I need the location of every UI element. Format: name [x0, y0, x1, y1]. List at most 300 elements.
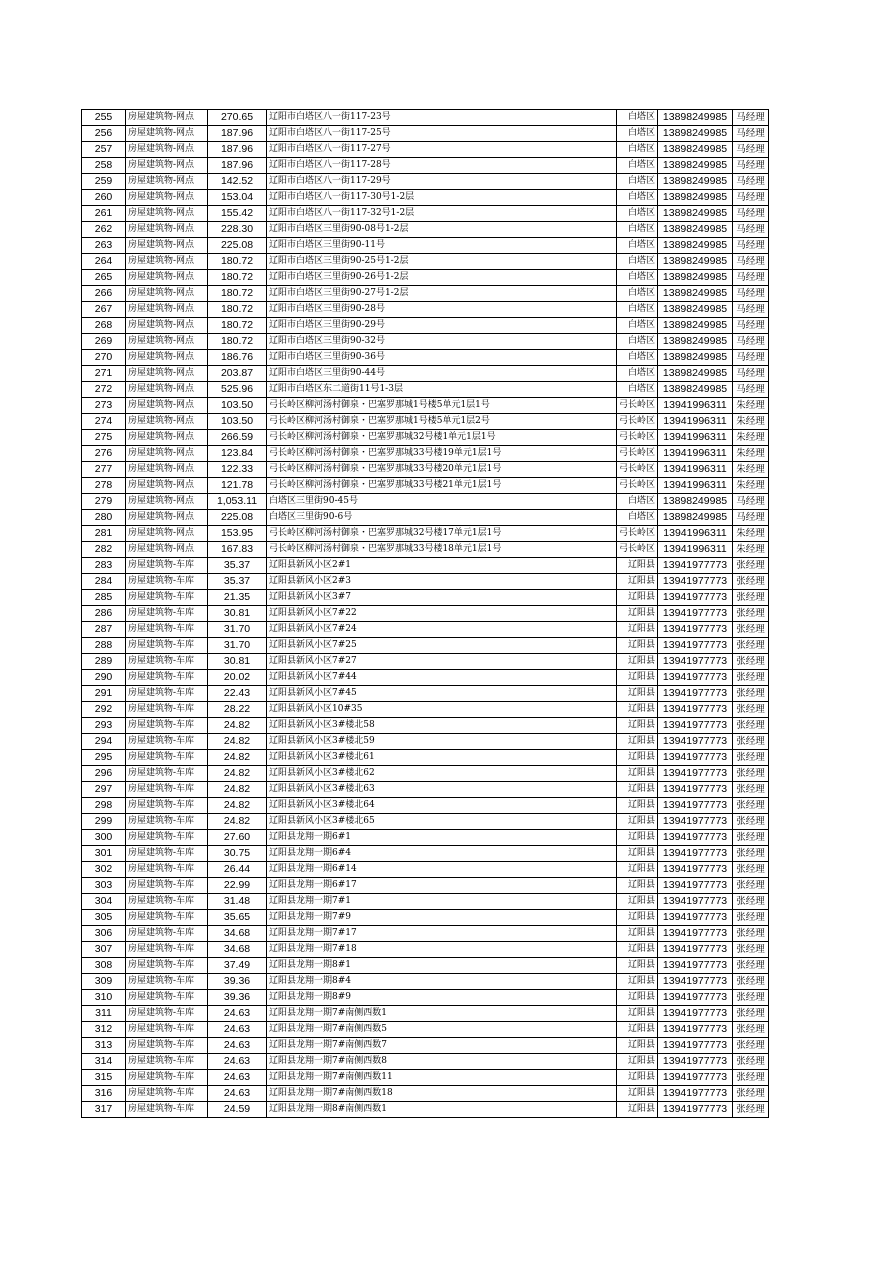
- address-cell: 白塔区三里街90-6号: [267, 510, 617, 526]
- district-cell: 辽阳县: [617, 670, 658, 686]
- address-cell: 辽阳县龙翔一期7#南侧西数1: [267, 1006, 617, 1022]
- district-cell: 弓长岭区: [617, 542, 658, 558]
- phone-number-cell: 13941977773: [658, 910, 733, 926]
- asset-type-cell: 房屋建筑物-网点: [126, 222, 208, 238]
- district-cell: 辽阳县: [617, 622, 658, 638]
- address-cell: 辽阳市白塔区八一街117-28号: [267, 158, 617, 174]
- asset-type-cell: 房屋建筑物-车库: [126, 910, 208, 926]
- area-value-cell: 122.33: [208, 462, 267, 478]
- phone-number-cell: 13941996311: [658, 526, 733, 542]
- address-cell: 辽阳县龙翔一期7#南侧西数18: [267, 1086, 617, 1102]
- asset-type-cell: 房屋建筑物-车库: [126, 990, 208, 1006]
- address-cell: 辽阳县新风小区3#楼北61: [267, 750, 617, 766]
- contact-name-cell: 马经理: [733, 318, 769, 334]
- asset-type-cell: 房屋建筑物-网点: [126, 190, 208, 206]
- contact-name-cell: 张经理: [733, 974, 769, 990]
- row-number-cell: 267: [82, 302, 126, 318]
- address-cell: 辽阳市白塔区三里街90-25号1-2层: [267, 254, 617, 270]
- table-row: [82, 990, 769, 1006]
- contact-name-cell: 朱经理: [733, 398, 769, 414]
- row-number-cell: 276: [82, 446, 126, 462]
- contact-name-cell: 马经理: [733, 142, 769, 158]
- phone-number-cell: 13941977773: [658, 622, 733, 638]
- area-value-cell: 103.50: [208, 398, 267, 414]
- row-number-cell: 266: [82, 286, 126, 302]
- area-value-cell: 225.08: [208, 510, 267, 526]
- area-value-cell: 187.96: [208, 158, 267, 174]
- table-row: [82, 318, 769, 334]
- asset-type-cell: 房屋建筑物-网点: [126, 398, 208, 414]
- table-row: [82, 798, 769, 814]
- district-cell: 辽阳县: [617, 686, 658, 702]
- row-number-cell: 282: [82, 542, 126, 558]
- row-number-cell: 287: [82, 622, 126, 638]
- phone-number-cell: 13898249985: [658, 318, 733, 334]
- contact-name-cell: 马经理: [733, 158, 769, 174]
- table-row: [82, 1086, 769, 1102]
- address-cell: 辽阳市白塔区三里街90-36号: [267, 350, 617, 366]
- phone-number-cell: 13941977773: [658, 990, 733, 1006]
- asset-type-cell: 房屋建筑物-车库: [126, 1022, 208, 1038]
- phone-number-cell: 13898249985: [658, 222, 733, 238]
- asset-type-cell: 房屋建筑物-车库: [126, 1038, 208, 1054]
- address-cell: 辽阳市白塔区三里街90-32号: [267, 334, 617, 350]
- row-number-cell: 290: [82, 670, 126, 686]
- contact-name-cell: 马经理: [733, 270, 769, 286]
- phone-number-cell: 13941977773: [658, 670, 733, 686]
- area-value-cell: 142.52: [208, 174, 267, 190]
- row-number-cell: 256: [82, 126, 126, 142]
- address-cell: 辽阳县新风小区3#楼北62: [267, 766, 617, 782]
- row-number-cell: 291: [82, 686, 126, 702]
- area-value-cell: 35.65: [208, 910, 267, 926]
- table-row: [82, 174, 769, 190]
- table-row: [82, 734, 769, 750]
- phone-number-cell: 13898249985: [658, 110, 733, 126]
- phone-number-cell: 13898249985: [658, 158, 733, 174]
- phone-number-cell: 13898249985: [658, 142, 733, 158]
- row-number-cell: 306: [82, 926, 126, 942]
- asset-type-cell: 房屋建筑物-车库: [126, 590, 208, 606]
- contact-name-cell: 马经理: [733, 126, 769, 142]
- address-cell: 弓长岭区柳河汤村御泉・巴塞罗那城33号楼21单元1层1号: [267, 478, 617, 494]
- phone-number-cell: 13941977773: [658, 750, 733, 766]
- asset-type-cell: 房屋建筑物-网点: [126, 510, 208, 526]
- row-number-cell: 307: [82, 942, 126, 958]
- asset-type-cell: 房屋建筑物-网点: [126, 366, 208, 382]
- asset-type-cell: 房屋建筑物-网点: [126, 174, 208, 190]
- district-cell: 辽阳县: [617, 814, 658, 830]
- area-value-cell: 26.44: [208, 862, 267, 878]
- asset-type-cell: 房屋建筑物-车库: [126, 638, 208, 654]
- phone-number-cell: 13898249985: [658, 190, 733, 206]
- row-number-cell: 316: [82, 1086, 126, 1102]
- area-value-cell: 180.72: [208, 286, 267, 302]
- contact-name-cell: 张经理: [733, 830, 769, 846]
- phone-number-cell: 13941996311: [658, 462, 733, 478]
- asset-type-cell: 房屋建筑物-车库: [126, 974, 208, 990]
- asset-type-cell: 房屋建筑物-车库: [126, 606, 208, 622]
- phone-number-cell: 13898249985: [658, 270, 733, 286]
- asset-type-cell: 房屋建筑物-车库: [126, 766, 208, 782]
- district-cell: 白塔区: [617, 190, 658, 206]
- district-cell: 辽阳县: [617, 1086, 658, 1102]
- area-value-cell: 24.82: [208, 814, 267, 830]
- address-cell: 辽阳市白塔区八一街117-25号: [267, 126, 617, 142]
- row-number-cell: 297: [82, 782, 126, 798]
- phone-number-cell: 13898249985: [658, 334, 733, 350]
- row-number-cell: 313: [82, 1038, 126, 1054]
- row-number-cell: 289: [82, 654, 126, 670]
- address-cell: 辽阳市白塔区三里街90-29号: [267, 318, 617, 334]
- district-cell: 辽阳县: [617, 974, 658, 990]
- area-value-cell: 266.59: [208, 430, 267, 446]
- property-table-body: [82, 110, 769, 1118]
- table-row: [82, 878, 769, 894]
- row-number-cell: 310: [82, 990, 126, 1006]
- district-cell: 白塔区: [617, 142, 658, 158]
- area-value-cell: 24.82: [208, 718, 267, 734]
- area-value-cell: 180.72: [208, 318, 267, 334]
- area-value-cell: 39.36: [208, 974, 267, 990]
- address-cell: 辽阳县新风小区7#22: [267, 606, 617, 622]
- phone-number-cell: 13941977773: [658, 846, 733, 862]
- district-cell: 白塔区: [617, 238, 658, 254]
- contact-name-cell: 张经理: [733, 766, 769, 782]
- row-number-cell: 260: [82, 190, 126, 206]
- row-number-cell: 271: [82, 366, 126, 382]
- address-cell: 辽阳县新风小区2#3: [267, 574, 617, 590]
- district-cell: 白塔区: [617, 286, 658, 302]
- address-cell: 辽阳县新风小区3#楼北65: [267, 814, 617, 830]
- address-cell: 弓长岭区柳河汤村御泉・巴塞罗那城1号楼5单元1层1号: [267, 398, 617, 414]
- row-number-cell: 269: [82, 334, 126, 350]
- table-row: [82, 686, 769, 702]
- address-cell: 弓长岭区柳河汤村御泉・巴塞罗那城32号楼1单元1层1号: [267, 430, 617, 446]
- address-cell: 辽阳市白塔区三里街90-26号1-2层: [267, 270, 617, 286]
- asset-type-cell: 房屋建筑物-车库: [126, 622, 208, 638]
- contact-name-cell: 张经理: [733, 750, 769, 766]
- district-cell: 辽阳县: [617, 830, 658, 846]
- area-value-cell: 24.63: [208, 1070, 267, 1086]
- district-cell: 白塔区: [617, 126, 658, 142]
- row-number-cell: 305: [82, 910, 126, 926]
- table-row: [82, 750, 769, 766]
- address-cell: 辽阳县龙翔一期8#9: [267, 990, 617, 1006]
- row-number-cell: 292: [82, 702, 126, 718]
- table-row: [82, 846, 769, 862]
- phone-number-cell: 13941977773: [658, 1038, 733, 1054]
- table-row: [82, 958, 769, 974]
- row-number-cell: 315: [82, 1070, 126, 1086]
- table-row: [82, 158, 769, 174]
- table-row: [82, 638, 769, 654]
- contact-name-cell: 朱经理: [733, 542, 769, 558]
- table-row: [82, 1070, 769, 1086]
- area-value-cell: 24.82: [208, 750, 267, 766]
- table-row: [82, 590, 769, 606]
- contact-name-cell: 朱经理: [733, 414, 769, 430]
- area-value-cell: 28.22: [208, 702, 267, 718]
- row-number-cell: 284: [82, 574, 126, 590]
- asset-type-cell: 房屋建筑物-网点: [126, 126, 208, 142]
- phone-number-cell: 13941977773: [658, 1086, 733, 1102]
- contact-name-cell: 张经理: [733, 638, 769, 654]
- address-cell: 辽阳县新风小区3#楼北59: [267, 734, 617, 750]
- asset-type-cell: 房屋建筑物-车库: [126, 830, 208, 846]
- contact-name-cell: 张经理: [733, 814, 769, 830]
- row-number-cell: 261: [82, 206, 126, 222]
- contact-name-cell: 马经理: [733, 174, 769, 190]
- asset-type-cell: 房屋建筑物-网点: [126, 542, 208, 558]
- district-cell: 辽阳县: [617, 862, 658, 878]
- area-value-cell: 27.60: [208, 830, 267, 846]
- asset-type-cell: 房屋建筑物-网点: [126, 526, 208, 542]
- row-number-cell: 301: [82, 846, 126, 862]
- table-row: [82, 718, 769, 734]
- district-cell: 白塔区: [617, 494, 658, 510]
- area-value-cell: 186.76: [208, 350, 267, 366]
- address-cell: 辽阳县新风小区7#45: [267, 686, 617, 702]
- table-row: [82, 606, 769, 622]
- table-row: [82, 126, 769, 142]
- row-number-cell: 296: [82, 766, 126, 782]
- district-cell: 白塔区: [617, 382, 658, 398]
- address-cell: 辽阳县龙翔一期7#18: [267, 942, 617, 958]
- district-cell: 白塔区: [617, 254, 658, 270]
- table-row: [82, 494, 769, 510]
- address-cell: 辽阳县新风小区7#44: [267, 670, 617, 686]
- table-row: [82, 110, 769, 126]
- contact-name-cell: 马经理: [733, 366, 769, 382]
- row-number-cell: 280: [82, 510, 126, 526]
- phone-number-cell: 13941977773: [658, 654, 733, 670]
- district-cell: 辽阳县: [617, 878, 658, 894]
- contact-name-cell: 张经理: [733, 718, 769, 734]
- district-cell: 弓长岭区: [617, 526, 658, 542]
- phone-number-cell: 13941977773: [658, 702, 733, 718]
- asset-type-cell: 房屋建筑物-网点: [126, 238, 208, 254]
- area-value-cell: 24.59: [208, 1102, 267, 1118]
- district-cell: 辽阳县: [617, 766, 658, 782]
- area-value-cell: 30.81: [208, 606, 267, 622]
- area-value-cell: 22.43: [208, 686, 267, 702]
- table-row: [82, 238, 769, 254]
- district-cell: 辽阳县: [617, 1038, 658, 1054]
- contact-name-cell: 马经理: [733, 302, 769, 318]
- asset-type-cell: 房屋建筑物-车库: [126, 814, 208, 830]
- phone-number-cell: 13941996311: [658, 430, 733, 446]
- area-value-cell: 31.48: [208, 894, 267, 910]
- phone-number-cell: 13898249985: [658, 238, 733, 254]
- asset-type-cell: 房屋建筑物-网点: [126, 494, 208, 510]
- address-cell: 辽阳县新风小区7#27: [267, 654, 617, 670]
- district-cell: 弓长岭区: [617, 446, 658, 462]
- district-cell: 白塔区: [617, 158, 658, 174]
- address-cell: 辽阳县新风小区10#35: [267, 702, 617, 718]
- area-value-cell: 24.82: [208, 798, 267, 814]
- table-row: [82, 1006, 769, 1022]
- area-value-cell: 34.68: [208, 926, 267, 942]
- asset-type-cell: 房屋建筑物-车库: [126, 558, 208, 574]
- contact-name-cell: 张经理: [733, 1006, 769, 1022]
- table-row: [82, 702, 769, 718]
- row-number-cell: 255: [82, 110, 126, 126]
- contact-name-cell: 朱经理: [733, 526, 769, 542]
- address-cell: 辽阳县龙翔一期6#17: [267, 878, 617, 894]
- asset-type-cell: 房屋建筑物-车库: [126, 1070, 208, 1086]
- table-row: [82, 510, 769, 526]
- address-cell: 辽阳市白塔区八一街117-27号: [267, 142, 617, 158]
- asset-type-cell: 房屋建筑物-网点: [126, 446, 208, 462]
- contact-name-cell: 朱经理: [733, 446, 769, 462]
- table-row: [82, 1054, 769, 1070]
- area-value-cell: 121.78: [208, 478, 267, 494]
- contact-name-cell: 张经理: [733, 670, 769, 686]
- table-row: [82, 926, 769, 942]
- address-cell: 辽阳市白塔区三里街90-28号: [267, 302, 617, 318]
- district-cell: 弓长岭区: [617, 478, 658, 494]
- phone-number-cell: 13898249985: [658, 302, 733, 318]
- table-row: [82, 942, 769, 958]
- row-number-cell: 274: [82, 414, 126, 430]
- phone-number-cell: 13941996311: [658, 414, 733, 430]
- district-cell: 辽阳县: [617, 750, 658, 766]
- asset-type-cell: 房屋建筑物-车库: [126, 798, 208, 814]
- contact-name-cell: 马经理: [733, 190, 769, 206]
- table-row: [82, 142, 769, 158]
- contact-name-cell: 张经理: [733, 910, 769, 926]
- contact-name-cell: 张经理: [733, 558, 769, 574]
- area-value-cell: 180.72: [208, 270, 267, 286]
- asset-type-cell: 房屋建筑物-网点: [126, 286, 208, 302]
- row-number-cell: 270: [82, 350, 126, 366]
- row-number-cell: 304: [82, 894, 126, 910]
- asset-type-cell: 房屋建筑物-车库: [126, 1054, 208, 1070]
- district-cell: 辽阳县: [617, 990, 658, 1006]
- address-cell: 辽阳市白塔区八一街117-32号1-2层: [267, 206, 617, 222]
- row-number-cell: 277: [82, 462, 126, 478]
- district-cell: 辽阳县: [617, 1054, 658, 1070]
- contact-name-cell: 张经理: [733, 702, 769, 718]
- asset-type-cell: 房屋建筑物-车库: [126, 894, 208, 910]
- table-row: [82, 254, 769, 270]
- table-row: [82, 670, 769, 686]
- district-cell: 辽阳县: [617, 702, 658, 718]
- asset-type-cell: 房屋建筑物-网点: [126, 158, 208, 174]
- contact-name-cell: 张经理: [733, 606, 769, 622]
- row-number-cell: 312: [82, 1022, 126, 1038]
- contact-name-cell: 张经理: [733, 622, 769, 638]
- table-row: [82, 542, 769, 558]
- address-cell: 弓长岭区柳河汤村御泉・巴塞罗那城1号楼5单元1层2号: [267, 414, 617, 430]
- contact-name-cell: 马经理: [733, 254, 769, 270]
- district-cell: 白塔区: [617, 334, 658, 350]
- contact-name-cell: 张经理: [733, 1070, 769, 1086]
- asset-type-cell: 房屋建筑物-网点: [126, 318, 208, 334]
- address-cell: 辽阳县龙翔一期7#南侧西数7: [267, 1038, 617, 1054]
- area-value-cell: 167.83: [208, 542, 267, 558]
- row-number-cell: 311: [82, 1006, 126, 1022]
- phone-number-cell: 13941977773: [658, 558, 733, 574]
- district-cell: 辽阳县: [617, 654, 658, 670]
- district-cell: 弓长岭区: [617, 414, 658, 430]
- district-cell: 白塔区: [617, 110, 658, 126]
- address-cell: 辽阳县龙翔一期7#南侧西数11: [267, 1070, 617, 1086]
- contact-name-cell: 张经理: [733, 926, 769, 942]
- contact-name-cell: 马经理: [733, 222, 769, 238]
- row-number-cell: 275: [82, 430, 126, 446]
- area-value-cell: 1,053.11: [208, 494, 267, 510]
- row-number-cell: 265: [82, 270, 126, 286]
- district-cell: 辽阳县: [617, 558, 658, 574]
- phone-number-cell: 13941977773: [658, 734, 733, 750]
- table-row: [82, 366, 769, 382]
- phone-number-cell: 13941977773: [658, 830, 733, 846]
- address-cell: 辽阳县新风小区3#楼北64: [267, 798, 617, 814]
- contact-name-cell: 张经理: [733, 1102, 769, 1118]
- address-cell: 辽阳市白塔区三里街90-11号: [267, 238, 617, 254]
- phone-number-cell: 13941977773: [658, 1022, 733, 1038]
- asset-type-cell: 房屋建筑物-网点: [126, 350, 208, 366]
- address-cell: 辽阳县龙翔一期6#4: [267, 846, 617, 862]
- area-value-cell: 187.96: [208, 126, 267, 142]
- table-row: [82, 974, 769, 990]
- property-table: [81, 109, 769, 1118]
- table-row: [82, 302, 769, 318]
- district-cell: 辽阳县: [617, 782, 658, 798]
- phone-number-cell: 13941977773: [658, 1054, 733, 1070]
- asset-type-cell: 房屋建筑物-车库: [126, 734, 208, 750]
- table-row: [82, 206, 769, 222]
- area-value-cell: 180.72: [208, 254, 267, 270]
- area-value-cell: 30.75: [208, 846, 267, 862]
- row-number-cell: 295: [82, 750, 126, 766]
- contact-name-cell: 张经理: [733, 1022, 769, 1038]
- row-number-cell: 264: [82, 254, 126, 270]
- row-number-cell: 317: [82, 1102, 126, 1118]
- asset-type-cell: 房屋建筑物-网点: [126, 270, 208, 286]
- asset-type-cell: 房屋建筑物-车库: [126, 718, 208, 734]
- area-value-cell: 24.63: [208, 1054, 267, 1070]
- contact-name-cell: 张经理: [733, 1086, 769, 1102]
- table-row: [82, 350, 769, 366]
- contact-name-cell: 张经理: [733, 798, 769, 814]
- district-cell: 白塔区: [617, 318, 658, 334]
- address-cell: 辽阳县新风小区3#楼北63: [267, 782, 617, 798]
- area-value-cell: 37.49: [208, 958, 267, 974]
- area-value-cell: 24.82: [208, 782, 267, 798]
- district-cell: 白塔区: [617, 222, 658, 238]
- row-number-cell: 263: [82, 238, 126, 254]
- table-row: [82, 334, 769, 350]
- contact-name-cell: 张经理: [733, 846, 769, 862]
- asset-type-cell: 房屋建筑物-网点: [126, 142, 208, 158]
- phone-number-cell: 13941977773: [658, 974, 733, 990]
- area-value-cell: 203.87: [208, 366, 267, 382]
- address-cell: 辽阳市白塔区八一街117-23号: [267, 110, 617, 126]
- asset-type-cell: 房屋建筑物-网点: [126, 206, 208, 222]
- asset-type-cell: 房屋建筑物-网点: [126, 430, 208, 446]
- asset-type-cell: 房屋建筑物-车库: [126, 878, 208, 894]
- row-number-cell: 308: [82, 958, 126, 974]
- table-row: [82, 910, 769, 926]
- district-cell: 辽阳县: [617, 846, 658, 862]
- area-value-cell: 525.96: [208, 382, 267, 398]
- phone-number-cell: 13941977773: [658, 606, 733, 622]
- district-cell: 辽阳县: [617, 734, 658, 750]
- district-cell: 辽阳县: [617, 1070, 658, 1086]
